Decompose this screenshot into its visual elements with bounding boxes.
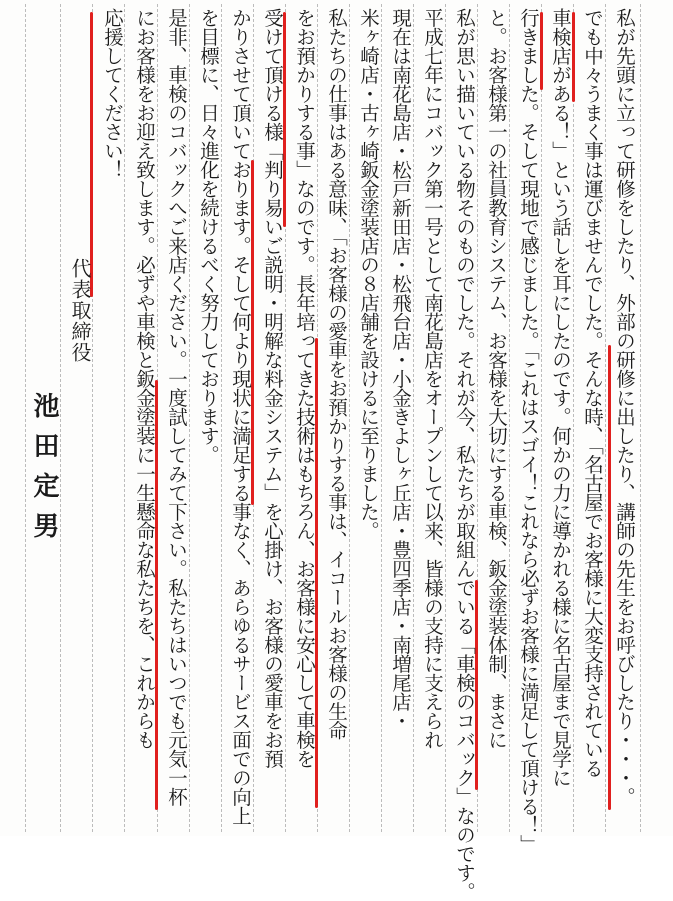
letter-line: 私が思い描いている物そのものでした。それが今、私たちが取組んでいる「車検のコバック」なのです。 (453, 8, 476, 901)
guide-line (640, 4, 641, 832)
red-marker (90, 12, 93, 297)
letter-line: かりさせて頂いております。そして何より現状に満足する事なく、あらゆるサービス面での向上 (229, 8, 252, 825)
letter-line: 平成七年にコバック第一号として南花島店をオープンして以来、皆様の支持に支えられ (421, 8, 444, 749)
letter-line: でも中々うまく事は運びませんでした。そんな時、「名古屋でお客様に大変支持されている (581, 8, 604, 778)
letter-line: を目標に、日々進化を続けるべく努力しております。 (197, 8, 220, 464)
guide-line (60, 4, 61, 832)
letter-line: にお客様をお迎え致します。必ずや車検と鈑金塗装に一生懸命な私たちを、これからも (133, 8, 156, 749)
signature-title: 代表取締役 (68, 258, 92, 363)
letter-line: 応援してください！ (101, 8, 124, 179)
letter-line: 行きました。そして現地で感じました。「これはスゴイ！これなら必ずお客様に満足して頂ける！」 (517, 8, 540, 854)
letter-line: をお預かりする事」なのです。長年培ってきた技術はもちろん、お客様に安心して車検を (293, 8, 316, 768)
letter-line: 米ヶ崎店・古ヶ崎鈑金塗装店の８店舗を設けるに至りました。 (357, 8, 380, 540)
letter-line: 現在は南花島店・松戸新田店・松飛台店・小金きよしヶ丘店・豊四季店・南増尾店・ (389, 8, 412, 730)
letter-line: 私が先頭に立って研修をしたり、外部の研修に出したり、講師の先生をお呼びしたり・・・。 (613, 8, 636, 806)
signature-name: 池田定男 (29, 392, 59, 552)
letter-line: 私たちの仕事はある意味、「お客様の愛車をお預かりする事は、イコールお客様の生命 (325, 8, 348, 740)
letter-line: 受けて頂ける様「判り易いご説明・明解な料金システム」を心掛け、お客様の愛車をお預 (261, 8, 284, 768)
guide-line (25, 4, 26, 832)
letter-line: 車検店がある！」という話しを耳にしたのです。何かの力に導かれる様に名古屋まで見学に (549, 8, 572, 787)
letter-line: 是非、車検のコバックへご来店ください。一度試してみて下さい。私たちはいつでも元気一杯 (165, 8, 188, 806)
letter-line: と。お客様第一の社員教育システム、お客様を大切にする車検、鈑金塗装体制、まさに (485, 8, 508, 749)
